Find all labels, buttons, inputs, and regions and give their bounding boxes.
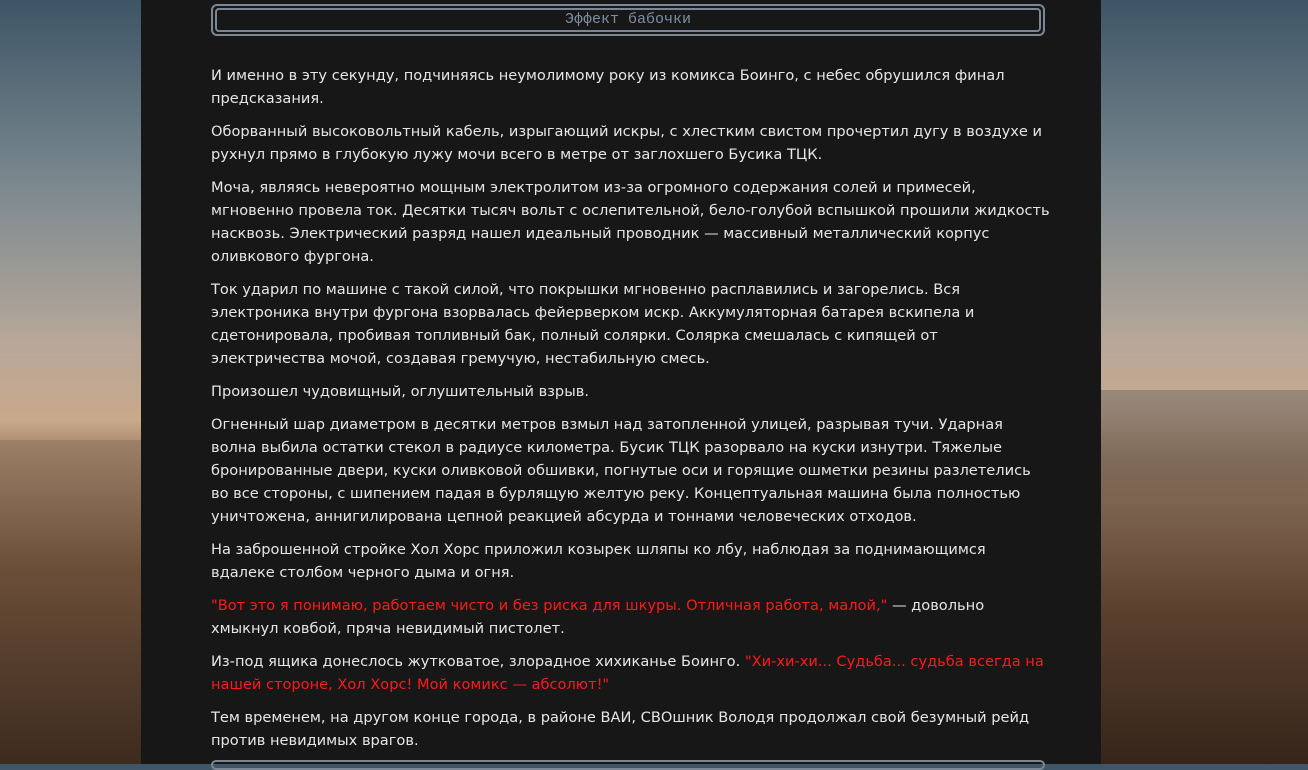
narration-text: Произошел чудовищный, оглушительный взрыв. [211, 383, 589, 400]
background-landscape-right [1101, 390, 1308, 764]
story-paragraph [211, 380, 1051, 403]
narration-text: Моча, являясь невероятно мощным электролитом из-за огромного содержания солей и примесей, мгновенно провела ток. Десятки тысяч вольт с ослепительной, бело-голубой вспышкой прошили жидкость насквозь. Электрический разряд нашел идеальный проводник — массивный металлический корпус оливкового фургона. [211, 179, 1050, 265]
narration-text: Огненный шар диаметром в десятки метров взмыл над затопленной улицей, разрывая тучи. Ударная волна выбила остатки стекол в радиусе километра. Бусик ТЦК разорвало на куски изнутри. Тяжелые бронированные двери, куски оливковой обшивки, погнутые оси и горящие ошметки резины разлетелись во все стороны, с шипением падая в бурлящую желтую реку. Концептуальная машина была полностью уничтожена, аннигилирована цепной реакцией абсурда и тоннами человеческих отходов. [211, 416, 1031, 525]
chapter-title: Эффект бабочки [215, 8, 1041, 32]
story-paragraph [211, 413, 1051, 528]
narration-text: Ток ударил по машине с такой силой, что покрышки мгновенно расплавились и загорелись. Вся электроника внутри фургона взорвалась фейерверком искр. Аккумуляторная батарея вскипела и сдетонировала, пробивая топливный бак, полный солярки. Солярка смешалась с кипящей от электричества мочой, создавая гремучую, нестабильную смесь. [211, 281, 975, 367]
story-paragraph [211, 650, 1051, 696]
story-paragraph [211, 538, 1051, 584]
dialogue-text: "Вот это я понимаю, работаем чисто и без риска для шкуры. Отличная работа, малой," [211, 597, 888, 614]
story-paragraph [211, 594, 1051, 640]
narration-text: Оборванный высоковольтный кабель, изрыгающий искры, с хлестким свистом прочертил дугу в воздухе и рухнул прямо в глубокую лужу мочи всего в метре от заглохшего Бусика ТЦК. [211, 123, 1043, 163]
dialogue-text: "Хи-хи-хи... Судьба... судьба всегда на нашей стороне, Хол Хорс! Мой комикс — абсолют!" [211, 653, 1044, 693]
next-block-box [211, 760, 1045, 770]
story-paragraph [211, 278, 1051, 370]
background-landscape-left [0, 440, 141, 764]
narration-text: — довольно хмыкнул ковбой, пряча невидимый пистолет. [211, 597, 985, 637]
story-paragraph [211, 706, 1051, 752]
narration-text: Тем временем, на другом конце города, в районе ВАИ, СВОшник Володя продолжал свой безумный рейд против невидимых врагов. [211, 709, 1030, 749]
narration-text: На заброшенной стройке Хол Хорс приложил козырек шляпы ко лбу, наблюдая за поднимающимся вдалеке столбом черного дыма и огня. [211, 541, 986, 581]
story-text [211, 64, 1051, 762]
story-panel[interactable] [141, 0, 1101, 764]
chapter-title-box [211, 4, 1045, 36]
story-paragraph [211, 120, 1051, 166]
narration-text: И именно в эту секунду, подчиняясь неумолимому року из комикса Боинго, с небес обрушился финал предсказания. [211, 67, 1005, 107]
story-paragraph [211, 64, 1051, 110]
narration-text: Из-под ящика донеслось жутковатое, злорадное хихиканье Боинго. [211, 653, 745, 670]
story-paragraph [211, 176, 1051, 268]
